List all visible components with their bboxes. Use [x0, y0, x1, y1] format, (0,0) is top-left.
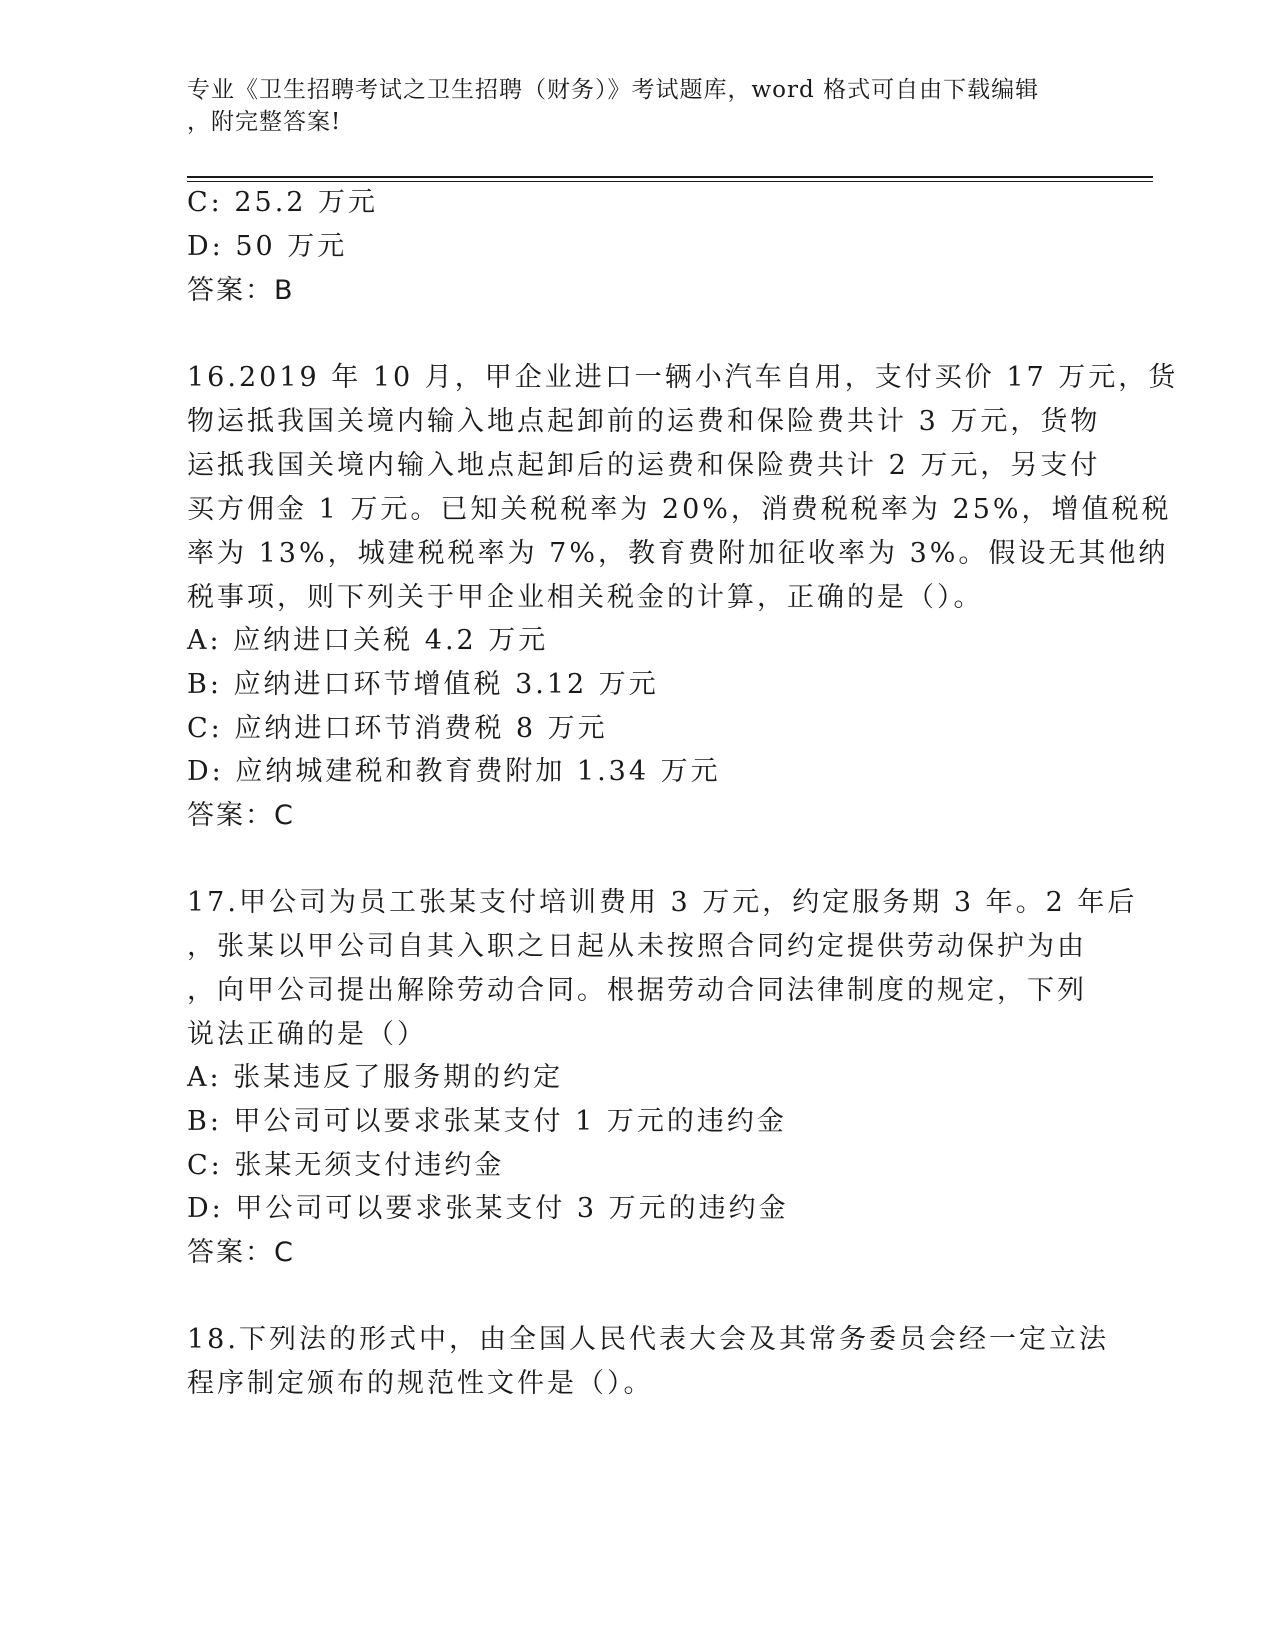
header-line-2: ，附完整答案! — [187, 109, 342, 135]
q17-option-d: D: 甲公司可以要求张某支付 3 万元的违约金 — [187, 1193, 789, 1224]
q15-option-c: C: 25.2 万元 — [187, 187, 379, 218]
header-divider-thin — [187, 181, 1153, 182]
q16-stem-line: 运抵我国关境内输入地点起卸后的运费和保险费共计 2 万元，另支付 — [187, 450, 1101, 481]
q16-option-b: B: 应纳进口环节增值税 3.12 万元 — [187, 669, 659, 700]
q15-answer: 答案：B — [187, 275, 295, 306]
q17-stem-line: ，张某以甲公司自其入职之日起从未按照合同约定提供劳动保护为由 — [187, 931, 1087, 962]
q17-option-b: B: 甲公司可以要求张某支付 1 万元的违约金 — [187, 1106, 787, 1137]
q17-stem-line: 17.甲公司为员工张某支付培训费用 3 万元，约定服务期 3 年。2 年后 — [187, 887, 1138, 918]
q18-stem-line: 程序制定颁布的规范性文件是（）。 — [187, 1368, 654, 1399]
q15-option-d: D: 50 万元 — [187, 231, 348, 262]
document-header — [187, 74, 1087, 138]
q16-stem-line: 率为 13%，城建税税率为 7%，教育费附加征收率为 3%。假设无其他纳 — [187, 538, 1169, 569]
q16-option-a: A: 应纳进口关税 4.2 万元 — [187, 625, 549, 656]
q16-answer: 答案：C — [187, 800, 295, 831]
q17-stem-line: 说法正确的是（） — [187, 1019, 427, 1050]
q16-stem-line: 16.2019 年 10 月，甲企业进口一辆小汽车自用，支付买价 17 万元，货 — [187, 362, 1179, 393]
q16-option-c: C: 应纳进口环节消费税 8 万元 — [187, 713, 608, 744]
q16-stem-line: 物运抵我国关境内输入地点起卸前的运费和保险费共计 3 万元，货物 — [187, 406, 1101, 437]
q17-stem-line: ，向甲公司提出解除劳动合同。根据劳动合同法律制度的规定，下列 — [187, 975, 1087, 1006]
q16-option-d: D: 应纳城建税和教育费附加 1.34 万元 — [187, 756, 721, 787]
q16-stem-line: 买方佣金 1 万元。已知关税税率为 20%，消费税税率为 25%，增值税税 — [187, 494, 1172, 525]
header-divider — [187, 176, 1153, 178]
q18-stem-line: 18.下列法的形式中，由全国人民代表大会及其常务委员会经一定立法 — [187, 1324, 1109, 1355]
header-line-1: 专业《卫生招聘考试之卫生招聘（财务）》考试题库，word 格式可自由下载编辑 — [187, 77, 1040, 103]
q17-answer: 答案：C — [187, 1237, 295, 1268]
q16-stem-line: 税事项，则下列关于甲企业相关税金的计算，正确的是（）。 — [187, 582, 984, 613]
q17-option-c: C: 张某无须支付违约金 — [187, 1150, 505, 1181]
q17-option-a: A: 张某违反了服务期的约定 — [187, 1062, 564, 1093]
